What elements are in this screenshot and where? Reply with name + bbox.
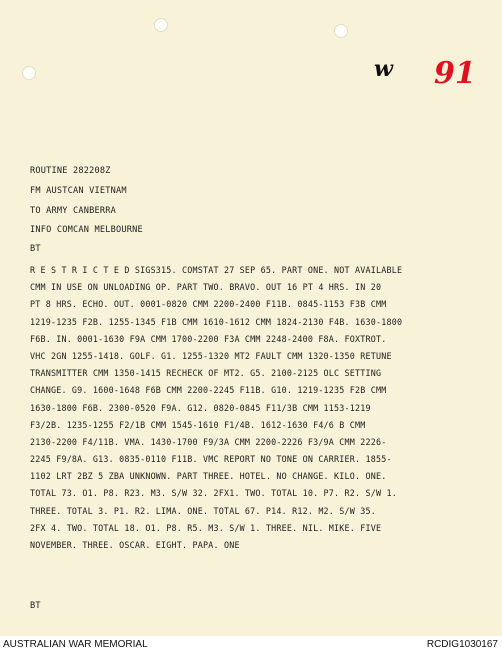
- message-line: TRANSMITTER CMM 1350-1415 RECHECK OF MT2. G5. 2100-2125 OLC SETTING: [30, 368, 382, 379]
- message-line: 2130-2200 F4/11B. VMA. 1430-1700 F9/3A CMM 2200-2226 F3/9A CMM 2226-: [30, 436, 387, 447]
- message-line: CHANGE. G9. 1600-1648 F6B CMM 2200-2245 F11B. G10. 1219-1235 F2B CMM: [30, 385, 387, 396]
- message-line: TOTAL 73. O1. P8. R23. M3. S/W 32. 2FX1. TWO. TOTAL 10. P7. R2. S/W 1.: [30, 488, 397, 499]
- punch-hole: [154, 18, 168, 32]
- message-body: [30, 264, 470, 556]
- punch-hole: [22, 66, 36, 80]
- to-line: TO ARMY CANBERRA: [30, 206, 116, 216]
- message-line: 1630-1800 F6B. 2300-0520 F9A. G12. 0820-0845 F11/3B CMM 1153-1219: [30, 402, 371, 413]
- message-line: F6B. IN. 0001-1630 F9A CMM 1700-2200 F3A CMM 2248-2400 F8A. FOXTROT.: [30, 333, 387, 344]
- message-line: CMM IN USE ON UNLOADING OP. PART TWO. BRAVO. OUT 16 PT 4 HRS. IN 20: [30, 282, 382, 293]
- message-line: R E S T R I C T E D SIGS315. COMSTAT 27 SEP 65. PART ONE. NOT AVAILABLE: [30, 265, 403, 275]
- message-line: 2245 F9/8A. G13. 0835-0110 F11B. VMC REPORT NO TONE ON CARRIER. 1855-: [30, 454, 392, 465]
- message-line: NOVEMBER. THREE. OSCAR. EIGHT. PAPA. ONE: [30, 540, 240, 550]
- bt-top: BT: [30, 244, 41, 254]
- message-line: F3/2B. 1235-1255 F2/1B CMM 1545-1610 F1/4B. 1612-1630 F4/6 B CMM: [30, 419, 366, 430]
- message-line: VHC 2GN 1255-1418. GOLF. G1. 1255-1320 MT2 FAULT CMM 1320-1350 RETUNE: [30, 350, 392, 361]
- routine-line: ROUTINE 282208Z: [30, 166, 111, 176]
- message-line: 1102 LRT 2BZ 5 ZBA UNKNOWN. PART THREE. HOTEL. NO CHANGE. KILO. ONE.: [30, 471, 387, 482]
- handwritten-initial: w: [374, 56, 391, 82]
- punch-hole: [334, 24, 348, 38]
- footer-record-id: RCDIG1030167: [426, 639, 498, 650]
- handwritten-folio-number: 91: [434, 56, 476, 91]
- info-line: INFO COMCAN MELBOURNE: [30, 225, 143, 235]
- message-line: PT 8 HRS. ECHO. OUT. 0001-0820 CMM 2200-2400 F11B. 0845-1153 F3B CMM: [30, 299, 387, 310]
- message-line: THREE. TOTAL 3. P1. R2. LIMA. ONE. TOTAL 67. P14. R12. M2. S/W 35.: [30, 505, 376, 516]
- footer-archive-name: AUSTRALIAN WAR MEMORIAL: [3, 639, 148, 650]
- bt-bottom: BT: [30, 601, 41, 611]
- message-line: 1219-1235 F2B. 1255-1345 F1B CMM 1610-1612 CMM 1824-2130 F4B. 1630-1800: [30, 316, 403, 327]
- from-line: FM AUSTCAN VIETNAM: [30, 186, 127, 196]
- message-line: 2FX 4. TWO. TOTAL 18. O1. P8. R5. M3. S/W 1. THREE. NIL. MIKE. FIVE: [30, 522, 382, 533]
